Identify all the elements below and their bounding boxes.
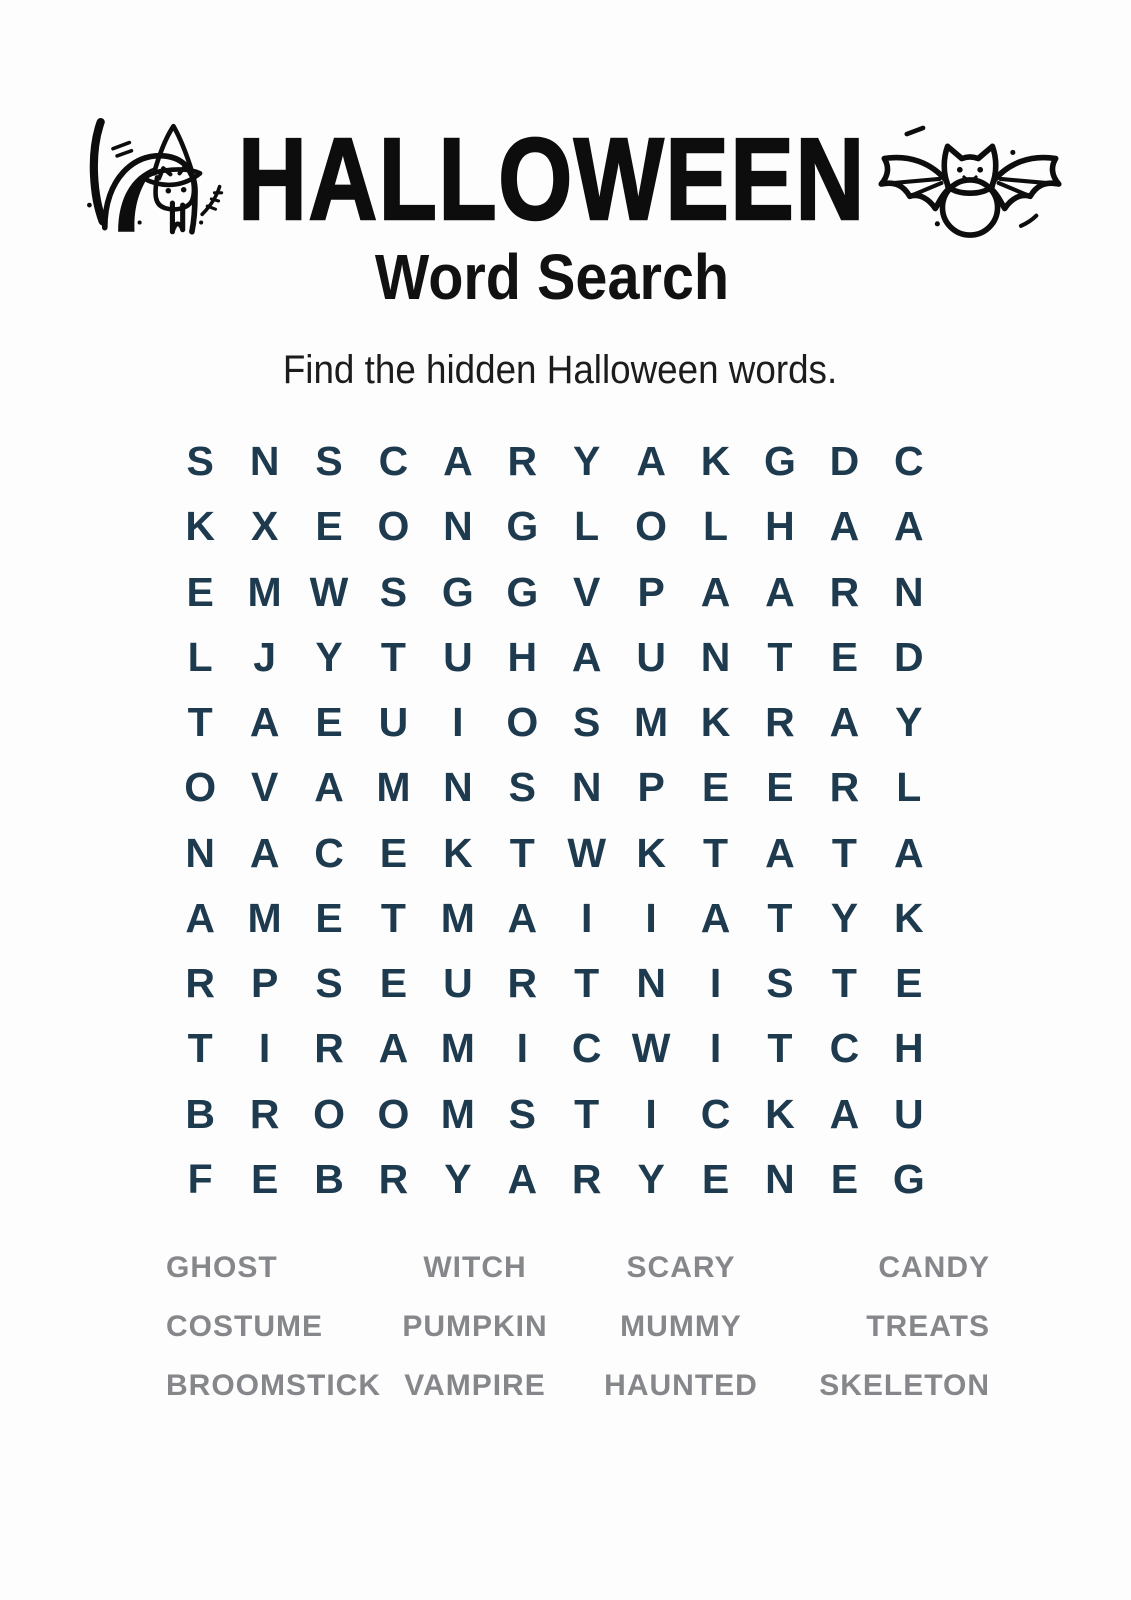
grid-letter-r9-c8: N — [636, 960, 666, 1007]
grid-letter-r9-c12: E — [895, 960, 923, 1007]
grid-letter-r1-c6: R — [507, 438, 538, 485]
grid-letter-r6-c7: N — [571, 764, 602, 811]
grid-letter-r1-c11: D — [829, 438, 860, 485]
grid-letter-r5-c1: T — [187, 699, 213, 746]
grid-letter-r8-c5: M — [440, 894, 475, 941]
grid-letter-r1-c5: A — [443, 438, 473, 485]
grid-letter-r12-c3: B — [314, 1155, 344, 1202]
grid-letter-r2-c7: L — [574, 503, 600, 550]
grid-letter-r6-c12: L — [896, 764, 922, 811]
grid-letter-r6-c8: P — [637, 764, 665, 811]
grid-letter-r4-c9: N — [700, 633, 731, 680]
grid-letter-r5-c6: O — [506, 699, 539, 746]
grid-letter-r8-c8: I — [645, 894, 657, 941]
grid-letter-r12-c8: Y — [637, 1155, 665, 1202]
grid-letter-r4-c4: T — [380, 633, 406, 680]
grid-letter-r5-c3: E — [315, 699, 343, 746]
word-costume: COSTUME — [166, 1310, 323, 1343]
grid-letter-r11-c1: B — [185, 1090, 215, 1137]
grid-letter-r9-c4: E — [379, 960, 408, 1007]
grid-letter-r10-c12: H — [893, 1025, 924, 1072]
grid-letter-r2-c2: X — [250, 503, 279, 550]
grid-letter-r6-c10: E — [766, 764, 794, 811]
grid-letter-r10-c8: W — [631, 1025, 671, 1072]
word-ghost: GHOST — [166, 1251, 278, 1284]
grid-letter-r6-c4: M — [376, 764, 411, 811]
grid-letter-r4-c6: H — [507, 633, 538, 680]
grid-letter-r3-c5: G — [441, 568, 474, 615]
grid-letter-r1-c12: C — [893, 438, 924, 485]
grid-letter-r2-c11: A — [829, 503, 860, 550]
grid-letter-r6-c9: E — [701, 764, 730, 811]
grid-letter-r12-c7: R — [571, 1155, 602, 1202]
grid-letter-r7-c6: T — [509, 829, 535, 876]
grid-letter-r7-c9: T — [703, 829, 729, 876]
word-list — [166, 1252, 990, 1401]
word-pumpkin: PUMPKIN — [402, 1310, 548, 1343]
grid-letter-r5-c9: K — [700, 699, 731, 746]
grid-letter-r2-c6: G — [506, 503, 539, 550]
grid-letter-r7-c7: W — [567, 829, 607, 876]
grid-letter-r4-c2: J — [253, 633, 277, 680]
grid-letter-r8-c6: A — [507, 894, 538, 941]
word-witch: WITCH — [423, 1251, 527, 1284]
grid-letter-r4-c3: Y — [315, 633, 343, 680]
grid-letter-r5-c7: S — [573, 699, 601, 746]
bat-icon — [868, 112, 1072, 250]
grid-letter-r4-c10: T — [767, 633, 793, 680]
grid-letter-r3-c4: S — [379, 568, 408, 615]
grid-letter-r8-c1: A — [185, 894, 215, 941]
grid-letter-r7-c11: T — [831, 829, 857, 876]
grid-letter-r7-c5: K — [443, 829, 473, 876]
grid-letter-r7-c3: C — [314, 829, 344, 876]
grid-letter-r5-c12: Y — [895, 699, 923, 746]
grid-letter-r6-c5: N — [443, 764, 473, 811]
grid-letter-r2-c5: N — [443, 503, 473, 550]
grid-letter-r11-c12: U — [893, 1090, 924, 1137]
grid-letter-r12-c6: A — [507, 1155, 538, 1202]
grid-letter-r6-c11: R — [829, 764, 860, 811]
grid-letter-r7-c2: A — [249, 829, 280, 876]
grid-letter-r3-c9: A — [700, 568, 731, 615]
grid-letter-r11-c6: S — [508, 1090, 536, 1137]
grid-letter-r11-c3: O — [313, 1090, 345, 1137]
grid-letter-r6-c6: S — [508, 764, 536, 811]
grid-letter-r12-c2: E — [250, 1155, 279, 1202]
grid-letter-r8-c3: E — [315, 894, 343, 941]
word-broomstick: BROOMSTICK — [166, 1369, 381, 1402]
grid-letter-r9-c7: T — [574, 960, 600, 1007]
grid-letter-r12-c5: Y — [444, 1155, 472, 1202]
grid-letter-r11-c11: A — [829, 1090, 860, 1137]
grid-letter-r5-c11: A — [829, 699, 860, 746]
grid-letter-r9-c11: T — [831, 960, 857, 1007]
page-subtitle: Word Search — [374, 241, 730, 313]
word-treats: TREATS — [866, 1310, 990, 1343]
grid-letter-r10-c9: I — [709, 1025, 722, 1072]
grid-letter-r5-c4: U — [378, 699, 409, 746]
word-skeleton: SKELETON — [819, 1369, 990, 1402]
cat-witch-hat-icon — [73, 106, 237, 256]
grid-letter-r3-c8: P — [637, 568, 665, 615]
grid-letter-r5-c10: R — [765, 699, 795, 746]
grid-letter-r12-c4: R — [378, 1155, 409, 1202]
grid-letter-r10-c11: C — [829, 1025, 860, 1072]
word-vampire: VAMPIRE — [404, 1369, 546, 1402]
grid-letter-r9-c10: S — [766, 960, 794, 1007]
grid-letter-r8-c7: I — [580, 894, 593, 941]
grid-letter-r11-c4: O — [377, 1090, 410, 1137]
grid-letter-r2-c4: O — [377, 503, 410, 550]
grid-letter-r10-c6: I — [516, 1025, 528, 1072]
letter-grid — [168, 429, 941, 1212]
grid-letter-r1-c10: G — [763, 438, 796, 485]
grid-letter-r8-c2: M — [247, 894, 282, 941]
grid-letter-r6-c2: V — [250, 764, 279, 811]
grid-letter-r10-c2: I — [258, 1025, 271, 1072]
grid-letter-r2-c12: A — [893, 503, 924, 550]
grid-letter-r10-c3: R — [314, 1025, 344, 1072]
grid-letter-r3-c2: M — [247, 568, 282, 615]
grid-letter-r7-c10: A — [765, 829, 795, 876]
grid-letter-r7-c12: A — [893, 829, 924, 876]
grid-letter-r10-c5: M — [440, 1025, 475, 1072]
grid-letter-r4-c7: A — [571, 633, 602, 680]
grid-letter-r3-c3: W — [309, 568, 349, 615]
grid-letter-r12-c10: N — [765, 1155, 795, 1202]
grid-letter-r1-c9: K — [700, 438, 731, 485]
grid-letter-r5-c2: A — [249, 699, 280, 746]
grid-letter-r11-c8: I — [645, 1090, 657, 1137]
grid-letter-r10-c1: T — [187, 1025, 213, 1072]
grid-letter-r3-c12: N — [893, 568, 924, 615]
grid-letter-r6-c3: A — [314, 764, 344, 811]
grid-letter-r11-c5: M — [440, 1090, 475, 1137]
grid-letter-r4-c5: U — [443, 633, 473, 680]
grid-letter-r2-c1: K — [185, 503, 215, 550]
word-candy: CANDY — [878, 1251, 990, 1284]
grid-letter-r11-c9: C — [700, 1090, 731, 1137]
word-haunted: HAUNTED — [604, 1369, 758, 1402]
word-mummy: MUMMY — [620, 1310, 742, 1343]
grid-letter-r3-c11: R — [829, 568, 860, 615]
grid-letter-r9-c1: R — [185, 960, 215, 1007]
grid-letter-r3-c7: V — [573, 568, 601, 615]
grid-letter-r7-c8: K — [636, 829, 666, 876]
grid-letter-r2-c8: O — [635, 503, 668, 550]
grid-letter-r4-c12: D — [893, 633, 924, 680]
grid-letter-r5-c5: I — [452, 699, 464, 746]
page-title: HALLOWEEN — [238, 114, 866, 244]
grid-letter-r8-c11: Y — [830, 894, 859, 941]
grid-letter-r1-c8: A — [636, 438, 666, 485]
grid-letter-r2-c10: H — [765, 503, 795, 550]
grid-letter-r11-c10: K — [765, 1090, 795, 1137]
grid-letter-r12-c11: E — [830, 1155, 859, 1202]
grid-letter-r2-c9: L — [703, 503, 729, 550]
grid-letter-r1-c1: S — [186, 438, 214, 485]
grid-letter-r11-c2: R — [249, 1090, 280, 1137]
grid-letter-r9-c3: S — [315, 960, 343, 1007]
grid-letter-r12-c1: F — [187, 1155, 213, 1202]
grid-letter-r1-c2: N — [249, 438, 280, 485]
grid-letter-r2-c3: E — [315, 503, 343, 550]
grid-letter-r12-c12: G — [892, 1155, 925, 1202]
grid-letter-r10-c10: T — [767, 1025, 793, 1072]
grid-letter-r4-c8: U — [636, 633, 666, 680]
grid-letter-r1-c4: C — [378, 438, 409, 485]
grid-letter-r8-c9: A — [700, 894, 731, 941]
grid-letter-r9-c2: P — [250, 960, 279, 1007]
grid-letter-r1-c7: Y — [573, 438, 601, 485]
grid-letter-r3-c10: A — [765, 568, 795, 615]
grid-letter-r4-c11: E — [830, 633, 859, 680]
grid-letter-r7-c1: N — [185, 829, 215, 876]
grid-letter-r3-c1: E — [186, 568, 214, 615]
instruction-text: Find the hidden Halloween words. — [282, 348, 838, 392]
grid-letter-r8-c4: T — [380, 894, 406, 941]
grid-letter-r10-c7: C — [571, 1025, 602, 1072]
grid-letter-r3-c6: G — [506, 568, 539, 615]
grid-letter-r9-c5: U — [443, 960, 473, 1007]
grid-letter-r10-c4: A — [378, 1025, 409, 1072]
grid-letter-r5-c8: M — [634, 699, 669, 746]
grid-letter-r8-c12: K — [893, 894, 924, 941]
grid-letter-r8-c10: T — [767, 894, 793, 941]
grid-letter-r7-c4: E — [379, 829, 408, 876]
grid-letter-r9-c9: I — [709, 960, 722, 1007]
grid-letter-r4-c1: L — [187, 633, 213, 680]
grid-letter-r6-c1: O — [184, 764, 217, 811]
grid-letter-r11-c7: T — [574, 1090, 600, 1137]
word-scary: SCARY — [626, 1251, 736, 1284]
grid-letter-r12-c9: E — [701, 1155, 730, 1202]
grid-letter-r9-c6: R — [507, 960, 538, 1007]
grid-letter-r1-c3: S — [315, 438, 343, 485]
